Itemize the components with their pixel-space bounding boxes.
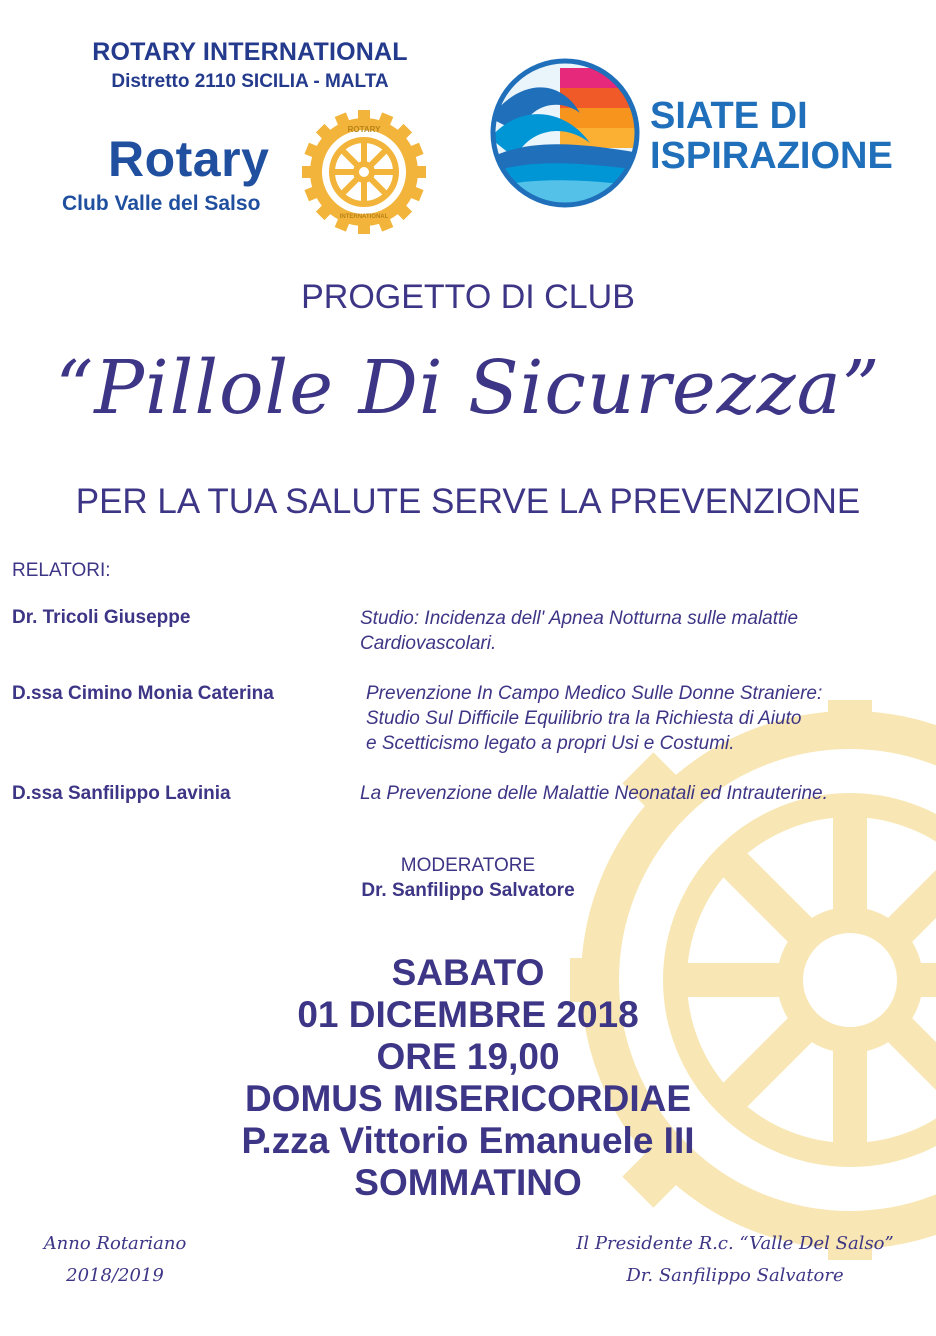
topic-line: Studio Sul Difficile Equilibrio tra la Richiesta di Aiuto xyxy=(366,708,802,729)
theme-line-1: SIATE DI xyxy=(650,95,808,137)
event-city: SOMMATINO xyxy=(354,1162,582,1203)
speaker-name: D.ssa Cimino Monia Caterina xyxy=(12,683,274,704)
topic-line: Studio: Incidenza dell' Apnea Notturna sulle malattie xyxy=(360,608,799,629)
rotary-year xyxy=(20,1228,210,1292)
rotary-year-value: 2018/2019 xyxy=(66,1265,164,1286)
moderator-name: Dr. Sanfilippo Salvatore xyxy=(361,880,575,901)
event-address: P.zza Vittorio Emanuele III xyxy=(241,1120,695,1161)
club-name: Club Valle del Salso xyxy=(62,192,261,215)
project-label: PROGETTO DI CLUB xyxy=(301,278,635,316)
theme-line-2: ISPIRAZIONE xyxy=(650,135,893,177)
wheel-top-text: ROTARY xyxy=(347,125,381,134)
speaker-name: D.ssa Sanfilippo Lavinia xyxy=(12,783,231,804)
rotary-wheel-icon xyxy=(302,110,426,234)
president-signature xyxy=(540,1228,930,1292)
event-time: ORE 19,00 xyxy=(376,1036,560,1077)
topic-line: Prevenzione In Campo Medico Sulle Donne Straniere: xyxy=(366,683,823,704)
rotary-year-label: Anno Rotariano xyxy=(43,1233,187,1254)
event-title: “Pillole Di Sicurezza” xyxy=(55,345,881,431)
speaker-name: Dr. Tricoli Giuseppe xyxy=(12,607,191,628)
moderator-label: MODERATORE xyxy=(400,855,536,876)
president-title: Il Presidente R.c. “Valle Del Salso” xyxy=(576,1233,894,1254)
rotary-wordmark: Rotary xyxy=(108,131,270,187)
topic-line: e Scetticismo legato a propri Usi e Costumi. xyxy=(366,733,735,754)
organization-header xyxy=(70,38,430,93)
event-date: 01 DICEMBRE 2018 xyxy=(297,994,639,1035)
topic-line: Cardiovascolari. xyxy=(360,633,497,654)
theme-slogan xyxy=(650,96,893,176)
speaker-topic xyxy=(360,606,798,656)
speaker-topic xyxy=(360,781,828,806)
event-venue: DOMUS MISERICORDIAE xyxy=(244,1078,692,1119)
speaker-topic xyxy=(366,681,822,756)
siate-di-ispirazione-logo xyxy=(490,58,640,208)
district-name: Distretto 2110 SICILIA - MALTA xyxy=(111,71,389,92)
wheel-bottom-text: INTERNATIONAL xyxy=(339,214,389,220)
event-day: SABATO xyxy=(391,952,545,993)
president-name: Dr. Sanfilippo Salvatore xyxy=(626,1265,844,1286)
speakers-label: RELATORI: xyxy=(12,560,111,581)
topic-line: La Prevenzione delle Malattie Neonatali ed Intrauterine. xyxy=(360,783,828,804)
event-details xyxy=(0,952,936,1204)
event-subtitle: PER LA TUA SALUTE SERVE LA PREVENZIONE xyxy=(75,482,861,521)
org-name: ROTARY INTERNATIONAL xyxy=(92,38,408,66)
